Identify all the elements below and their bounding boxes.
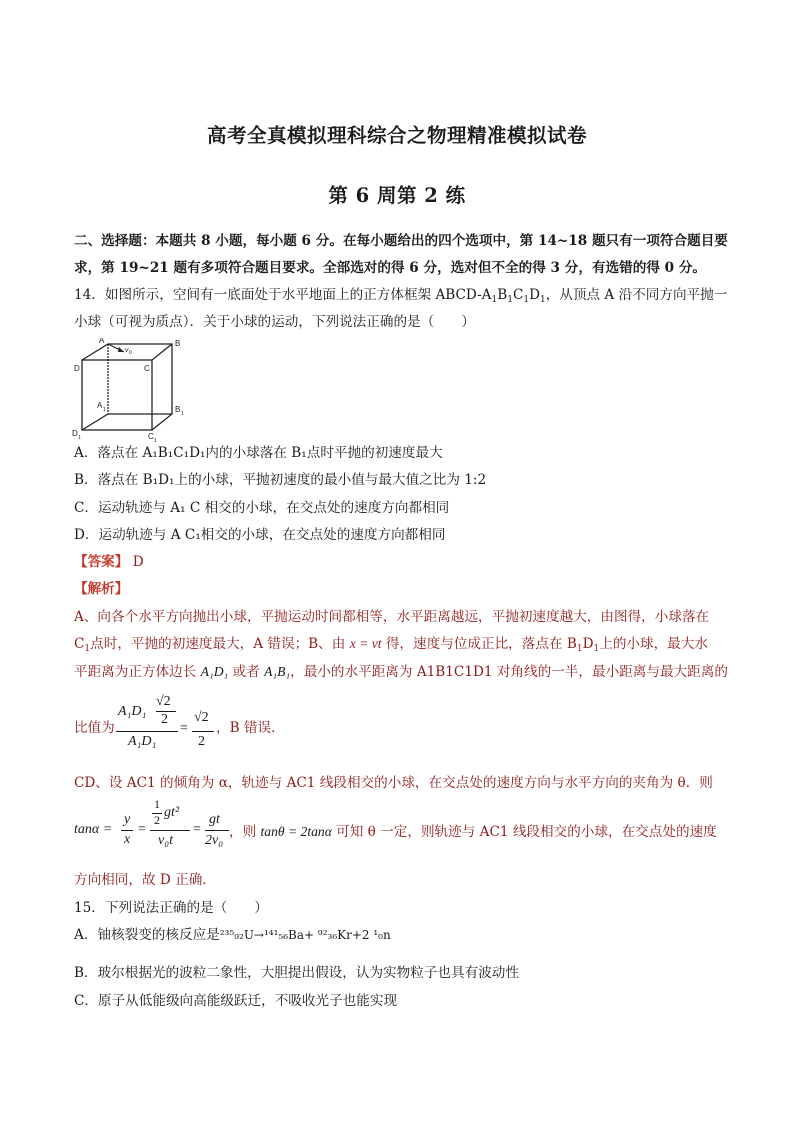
q14-option-b: B．落点在 B₁D₁上的小球，平抛初速度的最小值与最大值之比为 1:2 xyxy=(74,472,487,488)
q15-option-b: B．玻尔根据光的波粒二象性，大胆提出假设，认为实物粒子也具有波动性 xyxy=(74,965,519,981)
section-instructions-line1: 二、选择题：本题共 8 小题，每小题 6 分。在每小题给出的四个选项中，第 14~18 题只有一项符合题目要 xyxy=(74,233,728,249)
answer-value: D xyxy=(128,554,144,570)
q14-explanation-line3: 平距离为正方体边长 A₁D₁ 或者 A₁B₁，最小的水平距离为 A1B1C1D1 对角线的一半，最小距离与最大距离的 xyxy=(74,664,728,680)
svg-text:1: 1 xyxy=(154,438,157,442)
q14-stem-line2: 小球（可视为质点）．关于小球的运动，下列说法正确的是（ ） xyxy=(74,314,476,330)
q15-option-c: C．原子从低能级向高能级跃迁，不吸收光子也能实现 xyxy=(74,993,398,1009)
q14-option-c: C．运动轨迹与 A₁ C 相交的小球，在交点处的速度方向都相同 xyxy=(74,500,450,516)
cube-frame-figure xyxy=(72,338,192,442)
vertex-D1-label: D xyxy=(72,429,78,438)
q14-explanation-line2: $C_1$点时，平抛的初速度最大，A 错误；B、由 x = vt 得，速度与位成正比，落点在 $B_1D_1$上的小球，最大水 xyxy=(74,636,708,654)
vertex-A-label: A xyxy=(99,338,105,345)
vertex-A1-label: A xyxy=(97,401,103,410)
q14-explanation-end: 方向相同，故 D 正确． xyxy=(74,872,216,888)
vertex-B1-label: B xyxy=(175,405,181,414)
svg-text:1: 1 xyxy=(181,411,184,417)
answer-label: 【答案】 xyxy=(74,554,129,570)
q14-option-a: A．落点在 A₁B₁C₁D₁内的小球落在 B₁点时平抛的初速度最大 xyxy=(74,445,443,461)
vertex-C1-label: C xyxy=(148,432,154,441)
page-title: 高考全真模拟理科综合之物理精准模拟试卷 xyxy=(206,124,587,147)
vertex-C-label: C xyxy=(144,364,150,373)
q14-option-d: D．运动轨迹与 A C₁相交的小球，在交点处的速度方向都相同 xyxy=(74,527,446,543)
q14-stem-line1: 14．如图所示，空间有一底面处于水平地面上的正方体框架 ABCD-$A_1B_1C_1D_1$，从顶点 A 沿不同方向平抛一 xyxy=(74,287,728,305)
q14-analysis-label: 【解析】 xyxy=(74,581,129,597)
v0-label: v xyxy=(125,347,129,354)
section-instructions-line2: 求，第 19~21 题有多项符合题目要求。全部选对的得 6 分，选对但不全的得 3 分，有选错的得 0 分。 xyxy=(74,260,707,276)
svg-text:1: 1 xyxy=(103,407,106,413)
svg-text:0: 0 xyxy=(129,350,132,356)
q15-stem: 15．下列说法正确的是（ ） xyxy=(74,900,269,916)
q14-explanation-line1: A、向各个水平方向抛出小球，平抛运动时间都相等，水平距离越远，平抛初速度越大，由图得，小球落在 xyxy=(74,609,710,625)
page-subtitle: 第 6 周第 2 练 xyxy=(328,184,466,207)
vertex-D-label: D xyxy=(74,364,80,373)
q14-answer xyxy=(74,552,144,572)
q14-explanation-cd: CD、设 AC1 的倾角为 α，轨迹与 AC1 线段相交的小球，在交点处的速度方向与水平方向的夹角为 θ．则 xyxy=(74,775,713,791)
vertex-B-label: B xyxy=(175,339,181,348)
svg-text:1: 1 xyxy=(78,435,81,441)
q15-option-a: A．铀核裂变的核反应是²³⁵₉₂U→¹⁴¹₅₆Ba+ ⁹²₃₆Kr+2 ¹₀n xyxy=(74,927,391,943)
